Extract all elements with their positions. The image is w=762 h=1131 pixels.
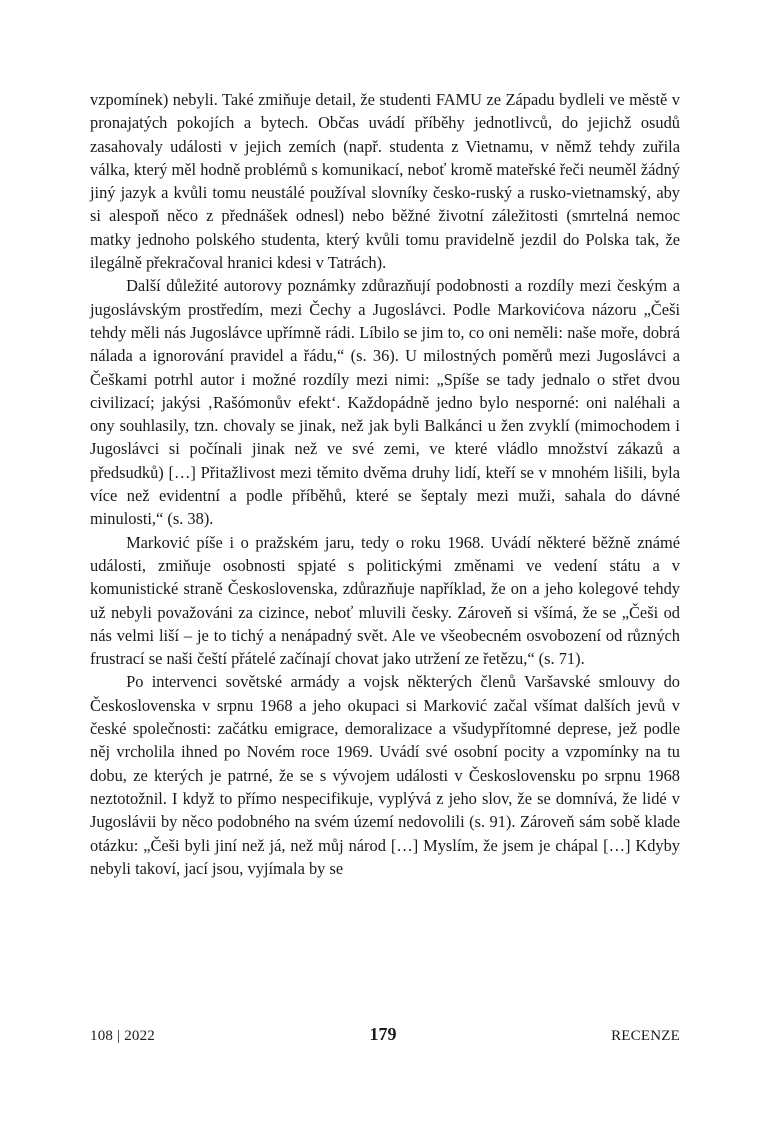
page-number: 179 [369, 1024, 397, 1044]
page-footer [90, 1024, 680, 1045]
paragraph: Po intervenci sovětské armády a vojsk některých členů Varšavské smlouvy do Československa v srpnu 1968 a jeho okupaci si Marković začal všímat dalších jevů v české společnosti: začátku emigrace, demoralizace a všudypřítomné deprese, jež podle něj vrcholila ihned po Novém roce 1969. Uvádí své osobní pocity a vzpomínky na tu dobu, ze kterých je patrné, že se s vývojem události v Československu po srpnu 1968 neztotožnil. I když to přímo nespecifikuje, vyplývá z jeho slov, že se domnívá, že lidé v Jugoslávii by něco podobného na svém území nedovolili (s. 91). Zároveň sám sobě klade otázku: „Češi byli jiní než já, než můj národ […] Myslím, že jsem je chápal […] Kdyby nebyli takoví, jací jsou, vyjímala by se [90, 672, 680, 878]
paragraph: vzpomínek) nebyli. Také zmiňuje detail, že studenti FAMU ze Západu bydleli ve městě v pronajatých pokojích a bytech. Občas uvádí příběhy jednotlivců, do jejichž osudů zasahovaly události v jejich zemích (např. studenta z Vietnamu, v němž tehdy zuřila válka, který měl hodně problémů s komunikací, neboť kromě mateřské řeči neuměl žádný jiný jazyk a kvůli tomu neustálé používal slovníky česko-ruský a rusko-vietnamský, aby si alespoň něco z přednášek odnesl) nebo běžné životní záležitosti (smrtelná nemoc matky jednoho polského studenta, který kvůli tomu pravidelně jezdil do Polska tak, že ilegálně překračoval hranici kdesi v Tatrách). [90, 90, 680, 273]
issue-label: 108 | 2022 [90, 1028, 156, 1044]
paragraph: Další důležité autorovy poznámky zdůrazňují podobnosti a rozdíly mezi českým a jugoslávským prostředím, mezi Čechy a Jugoslávci. Podle Markovićova názoru „Češi tehdy měli nás Jugoslávce upřímně rádi. Líbilo se jim to, co oni neměli: naše moře, dobrá nálada a ignorování pravidel a řádu,“ (s. 36). U milostných poměrů mezi Jugoslávci a Češkami potrhl autor i možné rozdíly mezi nimi: „Spíše se tady jednalo o střet dvou civilizací; jakýsi ‚Rašómonův efekt‘. Každopádně jedno bylo nesporné: oni naléhali a ony souhlasily, tzn. chovaly se jinak, než jak byli Balkánci u žen zvyklí (mimochodem i Jugoslávci si počínali jinak než ve své zemi, ve které vládlo množství zákazů a předsudků) […] Přitažlivost mezi těmito dvěma druhy lidí, kteří se v mnohém lišili, byla více než evidentní a podle příběhů, které se šeptaly mezi muži, sahala do dávné minulosti,“ (s. 38). [90, 276, 680, 529]
paragraph: Marković píše i o pražském jaru, tedy o roku 1968. Uvádí některé běžně známé události, zmiňuje osobnosti spjaté s politickými změnami ve vedení státu a v komunistické straně Československa, zdůrazňuje například, že on a jeho kolegové tehdy už nebyli považováni za cizince, neboť mluvili česky. Zároveň si všímá, že se „Češi od nás velmi liší – je to tichý a nenápadný svět. Ale ve všeobecném osvobození od různých frustrací se naši čeští přátelé začínají chovat jako utržení ze řetězu,“ (s. 71). [90, 532, 680, 669]
article-body [90, 88, 680, 880]
section-label: RECENZE [611, 1028, 680, 1044]
